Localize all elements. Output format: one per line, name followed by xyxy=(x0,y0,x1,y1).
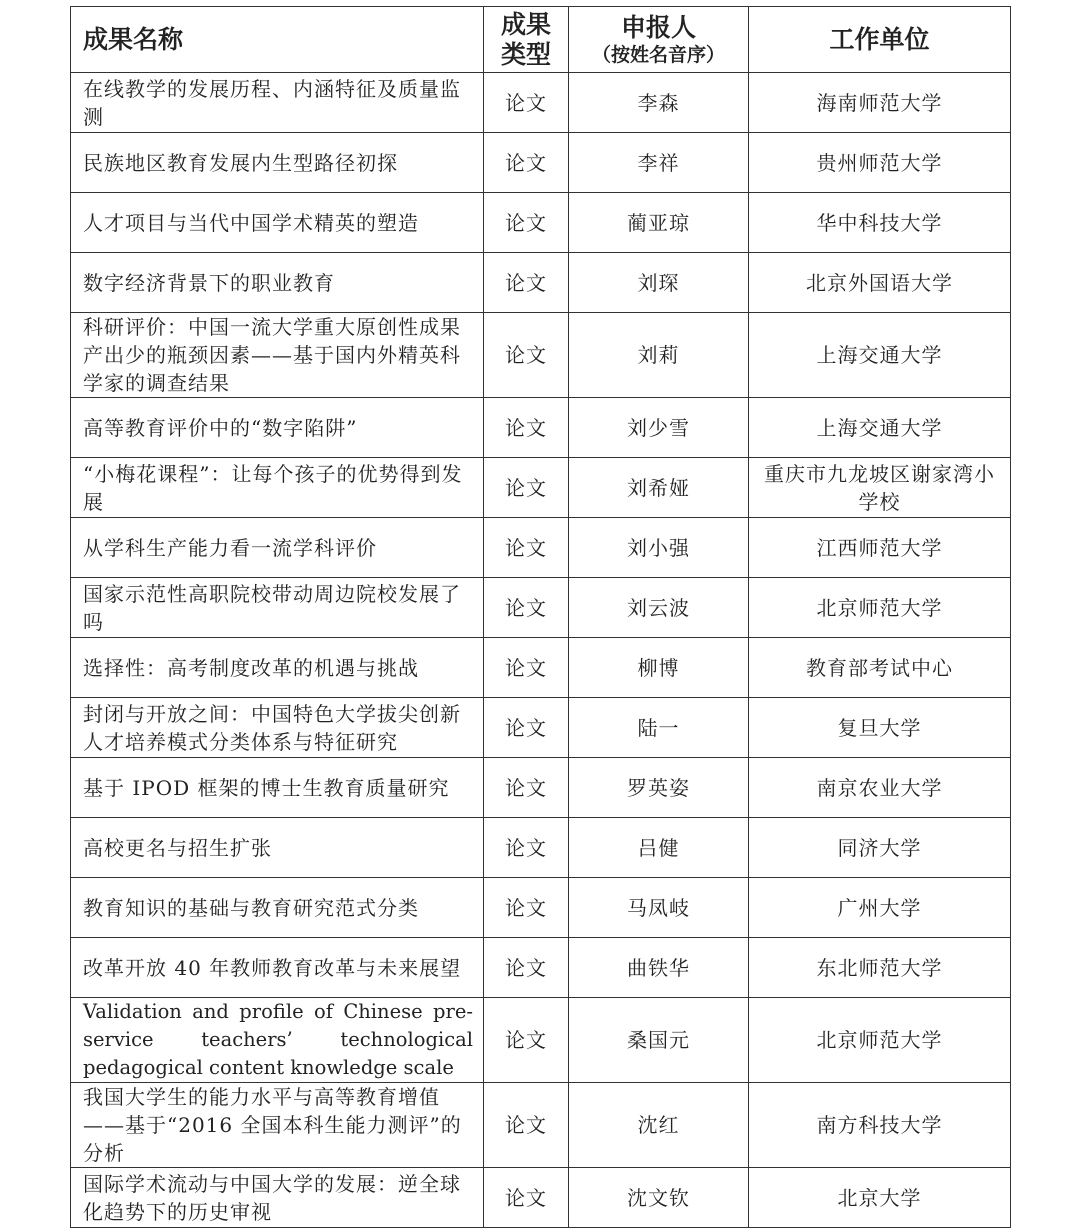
cell-work-unit: 南京农业大学 xyxy=(749,758,1011,818)
cell-work-unit: 广州大学 xyxy=(749,878,1011,938)
header-applicant xyxy=(569,7,749,73)
cell-achievement-type: 论文 xyxy=(484,578,569,638)
cell-achievement-name: 国家示范性高职院校带动周边院校发展了吗 xyxy=(71,578,484,638)
cell-achievement-name: Validation and profile of Chinese pre-service teachers’ technological pedagogical content knowledge scale xyxy=(71,998,484,1083)
cell-achievement-type: 论文 xyxy=(484,638,569,698)
cell-work-unit: 东北师范大学 xyxy=(749,938,1011,998)
header-work-unit: 工作单位 xyxy=(749,7,1011,73)
header-achievement-name: 成果名称 xyxy=(71,7,484,73)
table-row xyxy=(71,698,1011,758)
cell-applicant: 刘琛 xyxy=(569,253,749,313)
cell-achievement-type: 论文 xyxy=(484,758,569,818)
cell-achievement-name: 科研评价：中国一流大学重大原创性成果产出少的瓶颈因素——基于国内外精英科学家的调查结果 xyxy=(71,313,484,398)
table-row xyxy=(71,638,1011,698)
achievements-table xyxy=(70,6,1011,1228)
cell-achievement-type: 论文 xyxy=(484,998,569,1083)
table-row xyxy=(71,878,1011,938)
table-row xyxy=(71,313,1011,398)
table-header-row xyxy=(71,7,1011,73)
cell-work-unit: 上海交通大学 xyxy=(749,398,1011,458)
header-applicant-label: 申报人 xyxy=(620,12,696,42)
cell-work-unit: 贵州师范大学 xyxy=(749,133,1011,193)
cell-achievement-name: 教育知识的基础与教育研究范式分类 xyxy=(71,878,484,938)
table-row xyxy=(71,253,1011,313)
cell-work-unit: 复旦大学 xyxy=(749,698,1011,758)
cell-achievement-name: 基于 IPOD 框架的博士生教育质量研究 xyxy=(71,758,484,818)
cell-work-unit: 北京师范大学 xyxy=(749,578,1011,638)
cell-applicant: 刘少雪 xyxy=(569,398,749,458)
cell-applicant: 沈文钦 xyxy=(569,1168,749,1228)
table-row xyxy=(71,133,1011,193)
cell-work-unit: 教育部考试中心 xyxy=(749,638,1011,698)
table-row xyxy=(71,578,1011,638)
cell-applicant: 李祥 xyxy=(569,133,749,193)
cell-achievement-type: 论文 xyxy=(484,193,569,253)
cell-achievement-type: 论文 xyxy=(484,398,569,458)
cell-work-unit: 同济大学 xyxy=(749,818,1011,878)
cell-applicant: 马凤岐 xyxy=(569,878,749,938)
cell-applicant: 罗英姿 xyxy=(569,758,749,818)
cell-achievement-type: 论文 xyxy=(484,698,569,758)
cell-achievement-name: 人才项目与当代中国学术精英的塑造 xyxy=(71,193,484,253)
cell-applicant: 刘莉 xyxy=(569,313,749,398)
cell-applicant: 李森 xyxy=(569,73,749,133)
cell-achievement-type: 论文 xyxy=(484,253,569,313)
cell-work-unit: 上海交通大学 xyxy=(749,313,1011,398)
cell-work-unit: 北京大学 xyxy=(749,1168,1011,1228)
cell-achievement-type: 论文 xyxy=(484,458,569,518)
cell-applicant: 曲铁华 xyxy=(569,938,749,998)
cell-achievement-type: 论文 xyxy=(484,73,569,133)
cell-applicant: 刘小强 xyxy=(569,518,749,578)
cell-applicant: 柳博 xyxy=(569,638,749,698)
cell-achievement-type: 论文 xyxy=(484,878,569,938)
cell-applicant: 陆一 xyxy=(569,698,749,758)
cell-achievement-type: 论文 xyxy=(484,938,569,998)
table-row xyxy=(71,1083,1011,1168)
cell-applicant: 刘希娅 xyxy=(569,458,749,518)
table-row xyxy=(71,193,1011,253)
cell-work-unit: 华中科技大学 xyxy=(749,193,1011,253)
cell-achievement-type: 论文 xyxy=(484,1168,569,1228)
cell-applicant: 刘云波 xyxy=(569,578,749,638)
cell-work-unit: 重庆市九龙坡区谢家湾小学校 xyxy=(749,458,1011,518)
cell-work-unit: 南方科技大学 xyxy=(749,1083,1011,1168)
cell-applicant: 沈红 xyxy=(569,1083,749,1168)
cell-achievement-name: 改革开放 40 年教师教育改革与未来展望 xyxy=(71,938,484,998)
cell-achievement-type: 论文 xyxy=(484,313,569,398)
cell-achievement-type: 论文 xyxy=(484,1083,569,1168)
table-row xyxy=(71,398,1011,458)
cell-achievement-name: 从学科生产能力看一流学科评价 xyxy=(71,518,484,578)
cell-work-unit: 北京外国语大学 xyxy=(749,253,1011,313)
cell-applicant: 蔺亚琼 xyxy=(569,193,749,253)
header-achievement-type-text: 成果类型 xyxy=(500,9,551,69)
table-row xyxy=(71,998,1011,1083)
table-row xyxy=(71,938,1011,998)
cell-work-unit: 海南师范大学 xyxy=(749,73,1011,133)
table-row xyxy=(71,458,1011,518)
cell-achievement-name: 在线教学的发展历程、内涵特征及质量监测 xyxy=(71,73,484,133)
cell-work-unit: 北京师范大学 xyxy=(749,998,1011,1083)
table-row xyxy=(71,73,1011,133)
cell-achievement-name: 高校更名与招生扩张 xyxy=(71,818,484,878)
cell-achievement-name: 封闭与开放之间：中国特色大学拔尖创新人才培养模式分类体系与特征研究 xyxy=(71,698,484,758)
table-row xyxy=(71,758,1011,818)
cell-achievement-name: 高等教育评价中的“数字陷阱” xyxy=(71,398,484,458)
cell-achievement-name: 选择性：高考制度改革的机遇与挑战 xyxy=(71,638,484,698)
table-row xyxy=(71,518,1011,578)
table-row xyxy=(71,1168,1011,1228)
header-applicant-note: （按姓名音序） xyxy=(591,43,725,66)
cell-achievement-name: 数字经济背景下的职业教育 xyxy=(71,253,484,313)
cell-work-unit: 江西师范大学 xyxy=(749,518,1011,578)
cell-achievement-type: 论文 xyxy=(484,518,569,578)
cell-achievement-name: 民族地区教育发展内生型路径初探 xyxy=(71,133,484,193)
cell-achievement-name: 我国大学生的能力水平与高等教育增值——基于“2016 全国本科生能力测评”的分析 xyxy=(71,1083,484,1168)
cell-achievement-type: 论文 xyxy=(484,818,569,878)
cell-achievement-type: 论文 xyxy=(484,133,569,193)
table-row xyxy=(71,818,1011,878)
cell-achievement-name: 国际学术流动与中国大学的发展：逆全球化趋势下的历史审视 xyxy=(71,1168,484,1228)
cell-applicant: 桑国元 xyxy=(569,998,749,1083)
cell-applicant: 吕健 xyxy=(569,818,749,878)
cell-achievement-name: “小梅花课程”：让每个孩子的优势得到发展 xyxy=(71,458,484,518)
header-achievement-type xyxy=(484,7,569,73)
